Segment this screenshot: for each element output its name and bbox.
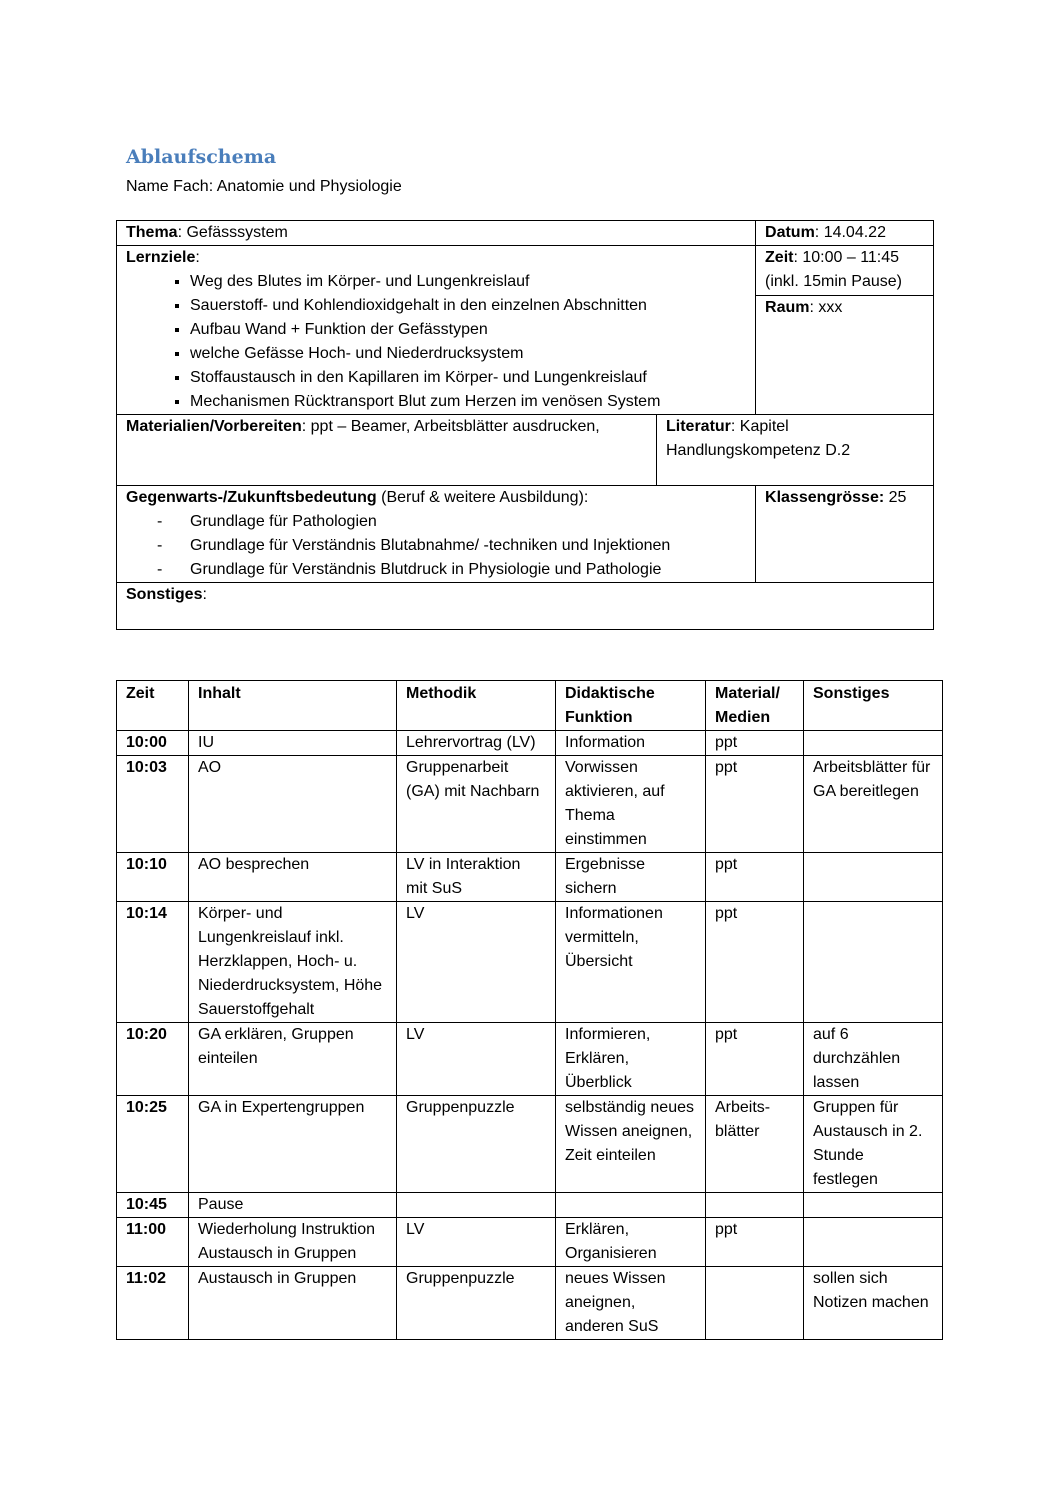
- lernziele-suffix: :: [195, 249, 200, 266]
- datum-label: Datum: [765, 224, 815, 241]
- funktion-cell: Vorwissen aktivieren, auf Thema einstimmen: [556, 756, 706, 853]
- methodik-cell: LV: [397, 1023, 556, 1096]
- sonstiges-cell: [804, 1193, 943, 1218]
- inhalt-cell: GA in Expertengruppen: [189, 1096, 397, 1193]
- time-cell: 10:10: [117, 853, 189, 902]
- zeit-label: Zeit: [765, 249, 794, 266]
- sonstiges-cell: Arbeitsblätter für GA bereitlegen: [804, 756, 943, 853]
- thema-label: Thema: [126, 224, 178, 241]
- medien-cell: [706, 1267, 804, 1340]
- time-cell: 11:00: [117, 1218, 189, 1267]
- klassen-value: 25: [884, 489, 907, 506]
- materialien-label: Materialien/Vorbereiten: [126, 418, 302, 435]
- table-row: [117, 1267, 943, 1340]
- klassen-label: Klassengrösse:: [765, 489, 885, 506]
- methodik-cell: Gruppenarbeit (GA) mit Nachbarn: [397, 756, 556, 853]
- funktion-cell: Erklären, Organisieren: [556, 1218, 706, 1267]
- column-header: Inhalt: [189, 681, 397, 731]
- methodik-cell: LV: [397, 902, 556, 1023]
- klassen-cell: [756, 486, 934, 583]
- sonstiges-cell: [804, 1218, 943, 1267]
- funktion-cell: Informationen vermitteln, Übersicht: [556, 902, 706, 1023]
- table-row: [117, 1193, 943, 1218]
- bedeutung-row: [117, 486, 934, 583]
- medien-cell: ppt: [706, 853, 804, 902]
- inhalt-cell: Körper- und Lungenkreislauf inkl. Herzklappen, Hoch- u. Niederdrucksystem, Höhe Sauerstoffgehalt: [189, 902, 397, 1023]
- time-cell: 10:25: [117, 1096, 189, 1193]
- inhalt-cell: Austausch in Gruppen: [189, 1267, 397, 1340]
- inhalt-cell: Wiederholung Instruktion Austausch in Gruppen: [189, 1218, 397, 1267]
- bedeutung-value: (Beruf & weitere Ausbildung):: [376, 489, 589, 506]
- inhalt-cell: Pause: [189, 1193, 397, 1218]
- table-row: [117, 1096, 943, 1193]
- schedule-table: [116, 680, 943, 1340]
- sonstiges-cell: sollen sich Notizen machen: [804, 1267, 943, 1340]
- medien-cell: [706, 1193, 804, 1218]
- column-header: Material/ Medien: [706, 681, 804, 731]
- lernziele-row-1: [117, 246, 934, 296]
- funktion-cell: selbständig neues Wissen aneignen, Zeit einteilen: [556, 1096, 706, 1193]
- sonstiges-cell: [804, 902, 943, 1023]
- thema-value: : Gefässsystem: [177, 224, 288, 241]
- methodik-cell: Gruppenpuzzle: [397, 1267, 556, 1340]
- time-cell: 11:02: [117, 1267, 189, 1340]
- list-item: ▪ Mechanismen Rücktransport Blut zum Herzen im venösen System: [190, 390, 746, 414]
- medien-cell: ppt: [706, 1218, 804, 1267]
- inhalt-cell: IU: [189, 731, 397, 756]
- table-row: [117, 853, 943, 902]
- sonstiges-cell: [804, 731, 943, 756]
- zeit-value: : 10:00 – 11:45: [793, 249, 900, 266]
- subject-line: Name Fach: Anatomie und Physiologie: [126, 178, 402, 195]
- time-cell: 10:20: [117, 1023, 189, 1096]
- medien-cell: ppt: [706, 756, 804, 853]
- list-item: ▪ welche Gefässe Hoch- und Niederdrucksystem: [190, 342, 746, 366]
- medien-cell: ppt: [706, 731, 804, 756]
- list-item: - Grundlage für Verständnis Blutabnahme/ -techniken und Injektionen: [126, 534, 746, 558]
- list-item: ▪ Aufbau Wand + Funktion der Gefässtypen: [190, 318, 746, 342]
- table-header-row: [117, 681, 943, 731]
- funktion-cell: Ergebnisse sichern: [556, 853, 706, 902]
- lernziele-list: [126, 270, 746, 414]
- raum-value: : xxx: [809, 299, 843, 316]
- raum-cell: [756, 296, 934, 415]
- datum-value: : 14.04.22: [814, 224, 886, 241]
- time-cell: 10:00: [117, 731, 189, 756]
- sonstiges-cell: auf 6 durchzählen lassen: [804, 1023, 943, 1096]
- sonstiges-cell: [804, 853, 943, 902]
- methodik-cell: Gruppenpuzzle: [397, 1096, 556, 1193]
- table-row: [117, 1023, 943, 1096]
- funktion-cell: neues Wissen aneignen, anderen SuS: [556, 1267, 706, 1340]
- funktion-cell: Informieren, Erklären, Überblick: [556, 1023, 706, 1096]
- inhalt-cell: GA erklären, Gruppen einteilen: [189, 1023, 397, 1096]
- page-title: Ablaufschema: [126, 146, 277, 168]
- time-cell: 10:03: [117, 756, 189, 853]
- zeit-note: (inkl. 15min Pause): [765, 273, 902, 290]
- methodik-cell: LV: [397, 1218, 556, 1267]
- funktion-cell: Information: [556, 731, 706, 756]
- column-header: Didaktische Funktion: [556, 681, 706, 731]
- table-row: [117, 731, 943, 756]
- table-row: [117, 902, 943, 1023]
- zeit-cell: [756, 246, 934, 296]
- literatur-cell: [657, 415, 934, 486]
- materialien-row: [117, 415, 934, 486]
- list-item: ▪ Sauerstoff- und Kohlendioxidgehalt in den einzelnen Abschnitten: [190, 294, 746, 318]
- column-header: Sonstiges: [804, 681, 943, 731]
- methodik-cell: [397, 1193, 556, 1218]
- medien-cell: ppt: [706, 1023, 804, 1096]
- table-row: [117, 756, 943, 853]
- sonstiges-cell: [117, 583, 934, 630]
- sonstiges-label: Sonstiges: [126, 586, 203, 603]
- table-row: [117, 1218, 943, 1267]
- bedeutung-cell: [117, 486, 756, 583]
- sonstiges-row: [117, 583, 934, 630]
- lernziele-cell: [117, 246, 756, 415]
- methodik-cell: LV in Interaktion mit SuS: [397, 853, 556, 902]
- time-cell: 10:45: [117, 1193, 189, 1218]
- inhalt-cell: AO besprechen: [189, 853, 397, 902]
- datum-cell: [756, 221, 934, 246]
- medien-cell: Arbeits-blätter: [706, 1096, 804, 1193]
- thema-cell: [117, 221, 756, 246]
- inhalt-cell: AO: [189, 756, 397, 853]
- medien-cell: ppt: [706, 902, 804, 1023]
- literatur-value: : Kapitel Handlungskompetenz D.2: [666, 418, 851, 459]
- methodik-cell: Lehrervortrag (LV): [397, 731, 556, 756]
- materialien-cell: [117, 415, 657, 486]
- bedeutung-list: [126, 510, 746, 582]
- literatur-label: Literatur: [666, 418, 731, 435]
- sonstiges-cell: Gruppen für Austausch in 2. Stunde festlegen: [804, 1096, 943, 1193]
- list-item: - Grundlage für Verständnis Blutdruck in Physiologie und Pathologie: [126, 558, 746, 582]
- list-item: ▪ Stoffaustausch in den Kapillaren im Körper- und Lungenkreislauf: [190, 366, 746, 390]
- lernziele-label: Lernziele: [126, 249, 196, 266]
- list-item: ▪ Weg des Blutes im Körper- und Lungenkreislauf: [190, 270, 746, 294]
- raum-label: Raum: [765, 299, 810, 316]
- materialien-value: : ppt – Beamer, Arbeitsblätter ausdrucken,: [301, 418, 600, 435]
- column-header: Zeit: [117, 681, 189, 731]
- thema-row: [117, 221, 934, 246]
- funktion-cell: [556, 1193, 706, 1218]
- lesson-info-table: [116, 220, 934, 630]
- bedeutung-label: Gegenwarts-/Zukunftsbedeutung: [126, 489, 377, 506]
- sonstiges-value: :: [202, 586, 207, 603]
- time-cell: 10:14: [117, 902, 189, 1023]
- list-item: - Grundlage für Pathologien: [126, 510, 746, 534]
- column-header: Methodik: [397, 681, 556, 731]
